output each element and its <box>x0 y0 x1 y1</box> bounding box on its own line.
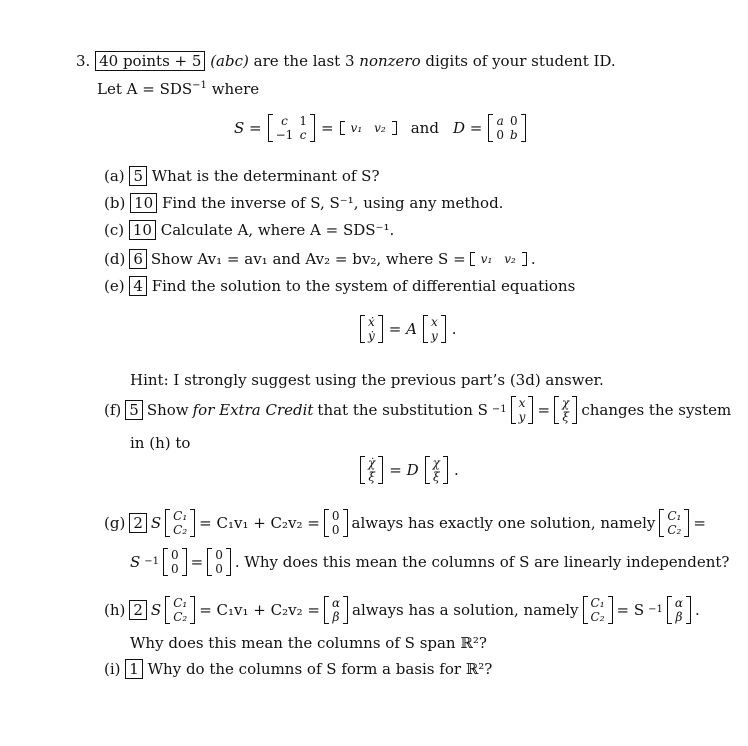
part-i: (i) 1 Why do the columns of S form a basis for ℝ²? <box>104 660 493 678</box>
part-h: (h) 2 S C₁ C₂ = C₁v₁ + C₂v₂ = α β always has a solution, namely C₁ C₂ = S −1 α β . <box>104 596 700 624</box>
part-b: (b) 10 Find the inverse of S, S⁻¹, using any method. <box>104 194 504 212</box>
part-g: (g) 2 S C₁ C₂ = C₁v₁ + C₂v₂ = 0 0 always has exactly one solution, namely C₁ C₂ = <box>104 509 706 537</box>
D-matrix: a 0 0 b <box>488 114 525 142</box>
part-c: (c) 10 Calculate A, where A = SDS⁻¹. <box>104 221 395 239</box>
points-box: 40 points + 5 <box>95 51 205 71</box>
abc-label: (abc) <box>210 52 249 70</box>
matrix-definitions: S = c 1 −1 c = v₁ v₂ and D = a 0 0 b <box>234 108 526 148</box>
S-matrix: c 1 −1 c <box>268 114 315 142</box>
part-h-line2: Why does this mean the columns of S span ℝ²? <box>130 634 487 652</box>
v-row-vector: v₁ v₂ <box>340 121 397 135</box>
part-e: (e) 4 Find the solution to the system of differential equations <box>104 277 576 295</box>
hint-text: Hint: I strongly suggest using the previous part’s (3d) answer. <box>130 371 604 389</box>
let-line: Let $A = SDS^{-1}$ where <box>97 80 260 98</box>
problem-header: 3. 40 points + 5 (abc) are the last 3 nonzero digits of your student ID. <box>76 52 616 70</box>
differential-system: ẋ ẏ = A x y . <box>360 315 457 343</box>
part-g-line2: S −1 0 0 = 0 0 . Why does this mean the columns of S are linearly independent? <box>130 548 730 576</box>
part-f: (f) 5 Show for Extra Credit that the substitution S −1 x y = χ ξ changes the system <box>104 396 732 424</box>
problem-number: 3. <box>76 52 91 70</box>
part-a: (a) 5 What is the determinant of S? <box>104 167 380 185</box>
part-d: (d) 6 Show Av₁ = av₁ and Av₂ = bv₂, where S = v₁ v₂ . <box>104 250 536 268</box>
part-f-line2: in (h) to <box>130 434 191 452</box>
transformed-system: χ̇ ξ̇ = D χ ξ . <box>360 456 459 484</box>
